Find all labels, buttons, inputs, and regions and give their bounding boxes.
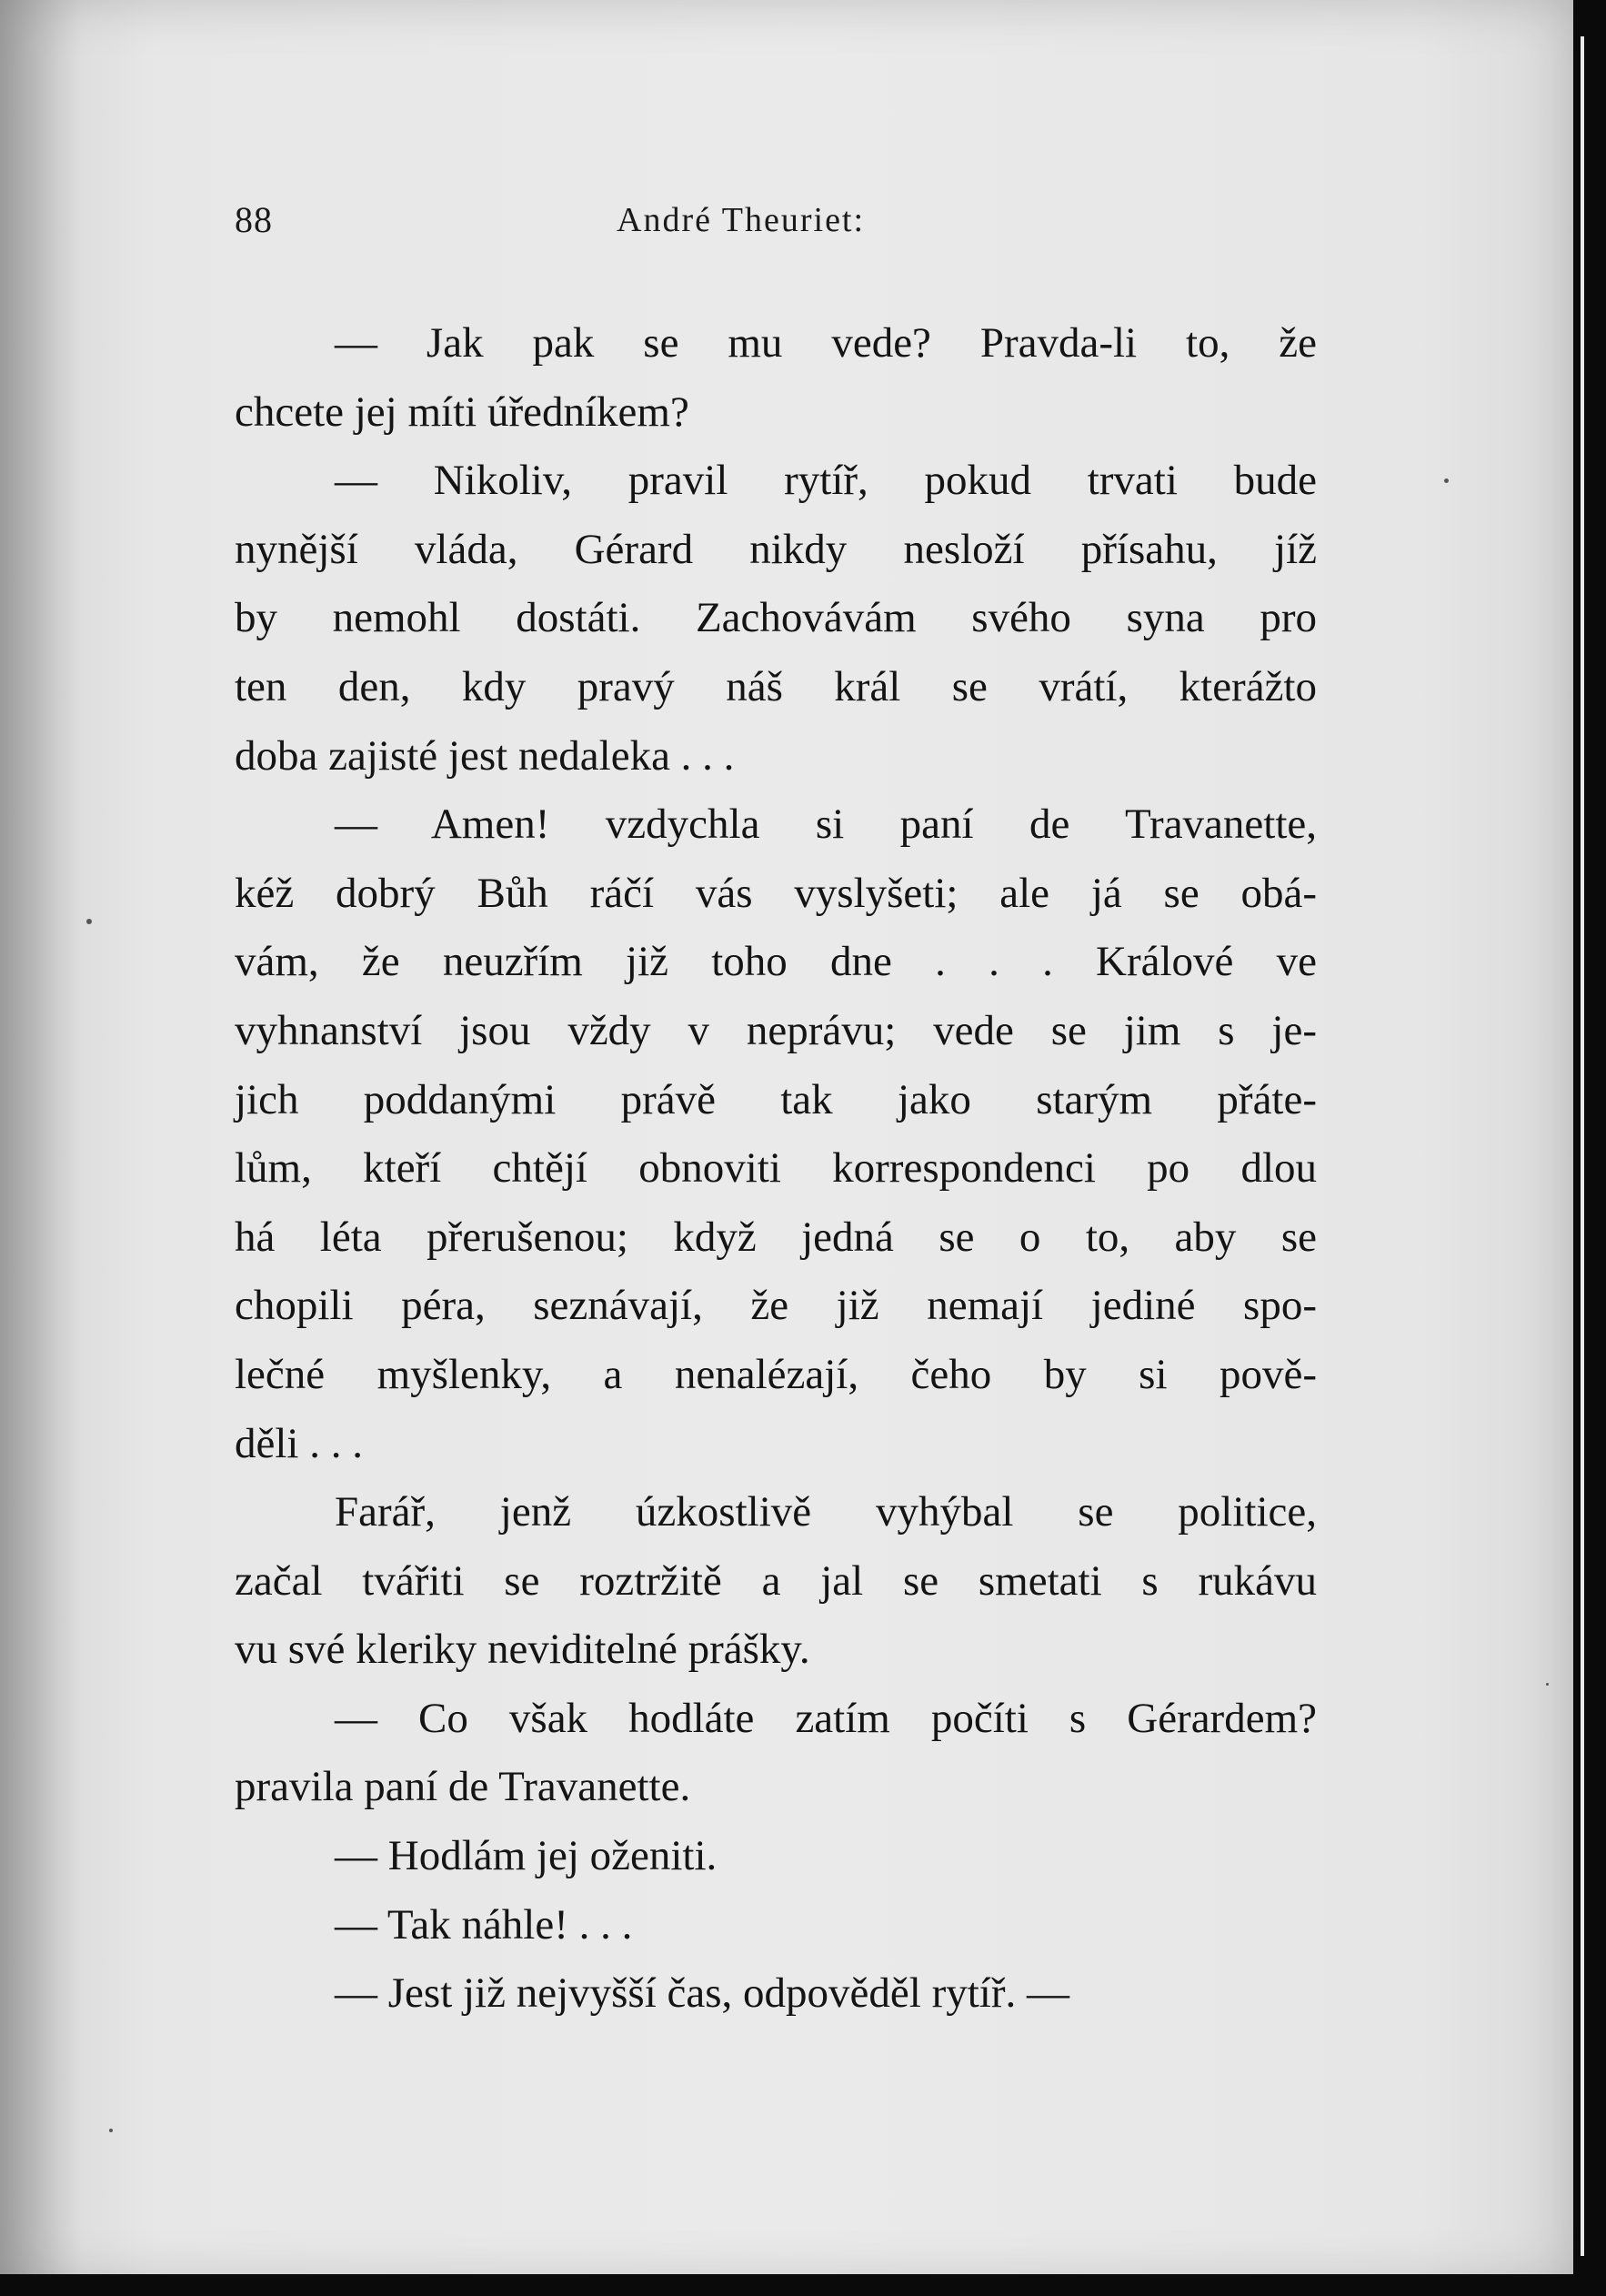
text-line: děli . . . — [235, 1419, 363, 1467]
text-line: nynější vláda, Gérard nikdy nesloží přísahu, jíž — [235, 525, 1317, 573]
scan-edge-right — [1573, 0, 1606, 2296]
paper-speck — [1546, 1683, 1549, 1686]
text-line: — Co však hodláte zatím počíti s Gérardem? — [335, 1694, 1317, 1742]
text-line: — Amen! vzdychla si paní de Travanette, — [335, 801, 1317, 849]
page-header — [235, 198, 1317, 249]
text-line: lečné myšlenky, a nenalézají, čeho by si pově- — [235, 1350, 1317, 1398]
text-line: začal tvářiti se roztržitě a jal se smetati s rukávu — [235, 1556, 1317, 1605]
paper-speck — [86, 919, 92, 924]
text-line: — Nikoliv, pravil rytíř, pokud trvati bude — [335, 457, 1317, 505]
text-line: há léta přerušenou; když jedná se o to, aby se — [235, 1213, 1317, 1261]
paper-speck — [109, 2129, 113, 2132]
text-line: kéž dobrý Bůh ráčí vás vyslyšeti; ale já se obá- — [235, 869, 1317, 917]
paper-speck — [1444, 478, 1449, 483]
scan-edge-bottom — [0, 2274, 1606, 2296]
text-line: doba zajisté jest nedaleka . . . — [235, 731, 735, 780]
running-title: André Theuriet: — [617, 201, 866, 239]
text-line: — Hodlám jej oženiti. — [335, 1832, 718, 1880]
binding-shadow — [0, 0, 82, 2283]
body-text — [235, 309, 1317, 2029]
text-line: by nemohl dostáti. Zachovávám svého syna pro — [235, 594, 1317, 642]
text-line: jich poddanými právě tak jako starým přáte- — [235, 1075, 1317, 1123]
scan-edge-line — [1581, 36, 1584, 2256]
text-line: pravila paní de Travanette. — [235, 1763, 691, 1811]
page-number: 88 — [235, 199, 273, 240]
text-line: chopili péra, seznávají, že již nemají jediné spo- — [235, 1282, 1317, 1330]
text-line: — Tak náhle! . . . — [335, 1900, 633, 1949]
text-line: Farář, jenž úzkostlivě vyhýbal se politice, — [335, 1488, 1317, 1536]
text-line: vám, že neuzřím již toho dne . . . Králové ve — [235, 938, 1317, 986]
text-line: chcete jej míti úředníkem? — [235, 388, 689, 436]
text-line: — Jest již nejvyšší čas, odpověděl rytíř. — — [335, 1969, 1069, 2018]
text-line: — Jak pak se mu vede? Pravda-li to, že — [335, 319, 1317, 367]
text-line: vyhnanství jsou vždy v neprávu; vede se jim s je- — [235, 1006, 1317, 1054]
text-line: lům, kteří chtějí obnoviti korrespondenci po dlou — [235, 1144, 1317, 1193]
text-line: vu své kleriky neviditelné prášky. — [235, 1626, 810, 1674]
text-line: ten den, kdy pravý náš král se vrátí, kterážto — [235, 662, 1317, 710]
